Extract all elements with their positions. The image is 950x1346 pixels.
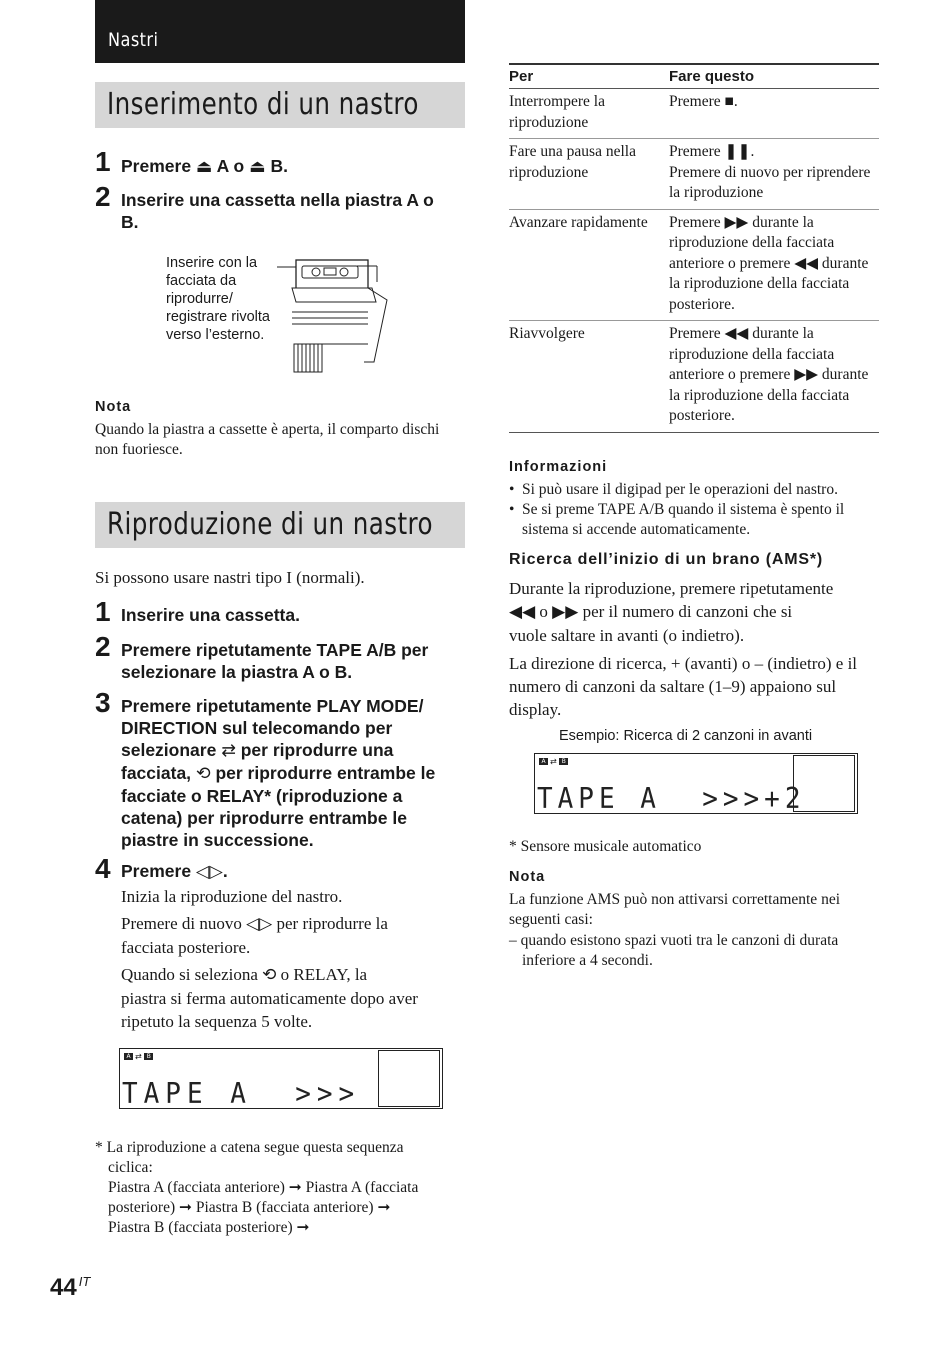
ams-footnote: * Sensore musicale automatico [509, 838, 702, 855]
heading-inserimento [95, 82, 465, 128]
heading-riproduzione [95, 502, 465, 548]
relay-footnote: * La riproduzione a catena segue questa sequenza ciclica: Piastra A (facciata anteriore) ➞ Piastra A (facciata posteriore) ➞ Piastra B (facciata anteriore) ➞ Piastra B (facciata posteriore) ➞ [95, 1139, 419, 1236]
table-cell-fare: Premere ■. [669, 89, 879, 139]
list-item: • Si può usare il digipad per le operazioni del nastro. [509, 481, 838, 498]
ams-paragraph-1: Durante la riproduzione, premere ripetutamente ◀◀ o ▶▶ per il numero di canzoni che si vuole saltare in avanti (o indietro). [509, 579, 834, 645]
ams-display [534, 753, 858, 814]
ams-heading: Ricerca dell’inizio di un brano (AMS*) [509, 551, 823, 568]
operations-table [509, 64, 879, 433]
play-direction-icon: ◁▷ [195, 862, 223, 882]
table-row [509, 89, 879, 139]
example-caption: Esempio: Ricerca di 2 canzoni in avanti [559, 728, 813, 744]
table-cell-fare: Premere ▶▶ durante la riproduzione della facciata anteriore o premere ◀◀ durante la riproduzione della facciata posteriore. [669, 209, 879, 321]
display-side-panel [793, 755, 855, 812]
step-insert-1: Premere ⏏ A o ⏏ B. [121, 156, 289, 177]
play-direction-icon: ◁▷ [246, 914, 273, 934]
section-tab-label: Nastri [108, 29, 159, 51]
table-header-fare: Fare questo [669, 64, 879, 89]
step-number-3: 3 [95, 687, 111, 718]
step-play-2: Premere ripetutamente TAPE A/B per selezionare la piastra A o B. [121, 640, 429, 682]
next-track-icon: ▶▶ [552, 602, 579, 622]
section-tab [95, 0, 465, 63]
note-dash-item: – quando esistono spazi vuoti tra le canzoni di durata inferiore a 4 secondi. [509, 932, 839, 969]
display-text: TAPE A >>> [122, 1077, 361, 1111]
table-cell-fare: Premere ◀◀ durante la riproduzione della facciata anteriore o premere ▶▶ durante la riproduzione della facciata posteriore. [669, 321, 879, 433]
step-4-description: Inizia la riproduzione del nastro. Premere di nuovo ◁▷ per riprodurre la facciata posteriore. Quando si seleziona ⟲ o RELAY, la piastra si ferma automaticamente dopo aver ripetuto la sequenza 5 volte. [121, 887, 418, 1031]
heading-inserimento-text: Inserimento di un nastro [107, 87, 419, 122]
note-text: La funzione AMS può non attivarsi correttamente nei seguenti casi: [509, 891, 841, 928]
previous-track-icon: ◀◀ [509, 602, 536, 622]
both-sides-icon: ⟲ [262, 965, 277, 985]
table-cell-per: Interrompere la riproduzione [509, 89, 669, 139]
eject-icon: ⏏ [249, 157, 266, 177]
info-heading: Informazioni [509, 459, 608, 475]
display-indicators: A ⇄ B [539, 757, 570, 766]
one-side-icon: ⇄ [221, 741, 236, 761]
table-row [509, 139, 879, 210]
info-list [509, 480, 881, 540]
table-header-row [509, 64, 879, 89]
tape-display [119, 1048, 443, 1109]
table-header-per: Per [509, 64, 669, 89]
display-indicators: A ⇄ B [124, 1052, 155, 1061]
step-play-1: Inserire una cassetta. [121, 605, 300, 625]
display-text: TAPE A >>>+2 [537, 782, 806, 816]
table-cell-per: Avanzare rapidamente [509, 209, 669, 321]
step-play-4: Premere ◁▷. [121, 861, 228, 882]
step-insert-2: Inserire una cassetta nella piastra A o B. [121, 190, 434, 232]
page-number: 44 $^{IT}$ [50, 1274, 91, 1301]
display-side-panel [378, 1050, 440, 1107]
table-cell-fare: Premere ❚❚. Premere di nuovo per riprendere la riproduzione [669, 139, 879, 210]
figure-caption: Inserire con la facciata da riprodurre/ registrare rivolta verso l’esterno. [166, 255, 270, 343]
step-number-2b: 2 [95, 631, 111, 662]
step-number-1a: 1 [95, 146, 111, 177]
note-heading: Nota [509, 869, 546, 885]
eject-icon: ⏏ [195, 157, 213, 177]
step-number-1b: 1 [95, 596, 111, 627]
table-cell-per: Riavvolgere [509, 321, 669, 433]
step-number-2a: 2 [95, 181, 111, 212]
ams-paragraph-2: La direzione di ricerca, + (avanti) o – (indietro) e il numero di canzoni da saltare (1–9) appaiono sul display. [509, 654, 858, 719]
step-play-3: Premere ripetutamente PLAY MODE/ DIRECTION sul telecomando per selezionare ⇄ per riprodurre una facciata, ⟲ per riprodurre entrambe le facciate o RELAY* (riproduzione a catena) per riprodurre entrambe le piastre in successione. [121, 696, 436, 850]
table-row [509, 321, 879, 433]
table-row [509, 209, 879, 321]
step-number-4: 4 [95, 853, 111, 884]
note-heading: Nota [95, 399, 132, 415]
note-text: Quando la piastra a cassette è aperta, il comparto dischi non fuoriesce. [95, 421, 440, 458]
list-item: • Se si preme TAPE A/B quando il sistema è spento il sistema si accende automaticamente. [509, 501, 845, 538]
intro-text: Si possono usare nastri tipo I (normali). [95, 568, 365, 587]
table-cell-per: Fare una pausa nella riproduzione [509, 139, 669, 210]
cassette-deck-illustration [272, 252, 392, 376]
heading-riproduzione-text: Riproduzione di un nastro [107, 507, 434, 542]
both-sides-icon: ⟲ [195, 764, 211, 784]
